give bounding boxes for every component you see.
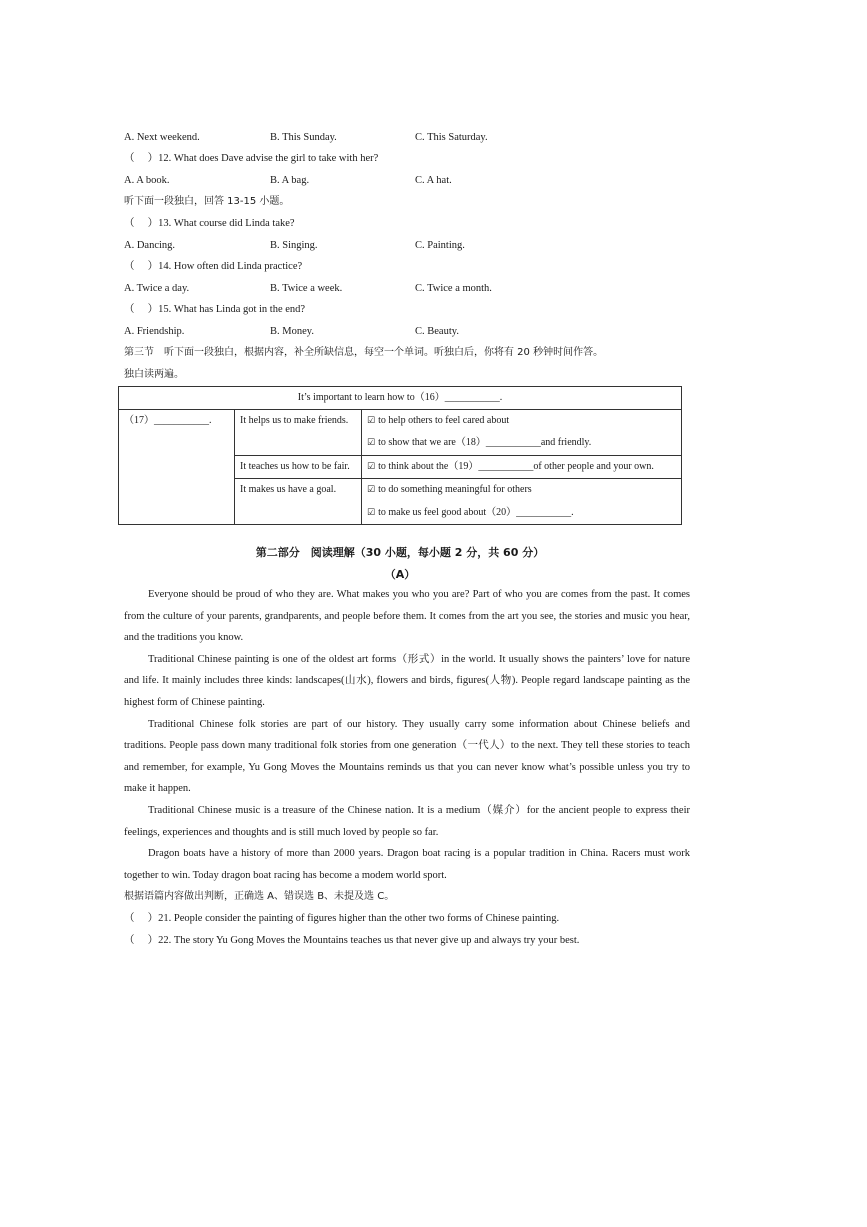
option-c: C. Beauty. bbox=[415, 326, 459, 337]
details-cell bbox=[362, 479, 682, 525]
option-b: B. Money. bbox=[270, 326, 314, 337]
option-b: B. This Sunday. bbox=[270, 132, 337, 143]
part2-heading: 第二部分 阅读理解（30 小题，每小题 2 分，共 60 分） bbox=[255, 546, 545, 559]
detail-line: ☑ to make us feel good about（20）___________. bbox=[367, 506, 574, 518]
section3-instruction: 第三节 听下面一段独白，根据内容，补全所缺信息，每空一个单词。听独白后，你将有 20 秒钟时间作答。 bbox=[124, 347, 604, 358]
passage-label: （A） bbox=[384, 568, 416, 581]
option-a: A. Dancing. bbox=[124, 240, 176, 251]
option-b: B. Singing. bbox=[270, 240, 318, 251]
section-instruction: 听下面一段独白，回答 13-15 小题。 bbox=[124, 196, 290, 207]
passage-paragraph: Dragon boats have a history of more than 2000 years. Dragon boat racing is a popular tradition in China. Racers must work together to win. Today dragon boat racing has become a modem world sport. bbox=[124, 848, 690, 881]
question-12: （ ）12. What does Dave advise the girl to take with her? bbox=[124, 153, 379, 164]
fill-in-table bbox=[118, 386, 682, 525]
option-a: A. Friendship. bbox=[124, 326, 185, 337]
q11-options bbox=[124, 131, 624, 145]
option-c: C. Painting. bbox=[415, 240, 465, 251]
option-a: A. A book. bbox=[124, 175, 170, 186]
detail-line: ☑ to show that we are（18）___________and friendly. bbox=[367, 437, 592, 448]
question-21: （ ）21. People consider the painting of figures higher than the other two forms of Chinese painting. bbox=[124, 913, 560, 924]
reason-cell: It makes us have a goal. bbox=[235, 479, 362, 525]
q13-options bbox=[124, 239, 624, 253]
blank-17-cell: （17）___________. bbox=[119, 409, 235, 525]
option-a: A. Twice a day. bbox=[124, 283, 190, 294]
option-c: C. A hat. bbox=[415, 175, 452, 186]
passage-paragraph: Everyone should be proud of who they are. What makes you who you are? Part of who you are comes from the past. It comes from the culture of your parents, grandparents, and people before them. It comes from the art you see, the stories and music you hear, and the traditions you know. bbox=[124, 589, 690, 644]
q14-options bbox=[124, 282, 624, 296]
checkbox-icon: ☑ bbox=[367, 415, 376, 426]
option-c: C. Twice a month. bbox=[415, 283, 492, 294]
q12-options bbox=[124, 174, 624, 188]
passage-paragraph: Traditional Chinese painting is one of the oldest art forms（形式）in the world. It usually shows the painters’ love for nature and life. It mainly includes three kinds: landscapes(山水), flowers and birds, figures(人物). People regard landscape painting as the highest form of Chinese painting. bbox=[124, 653, 690, 708]
passage-paragraph: Traditional Chinese music is a treasure of the Chinese nation. It is a medium（媒介）for the ancient people to express their feelings, experiences and thoughts and is still much loved by people so far. bbox=[124, 804, 690, 838]
reason-cell: It teaches us how to be fair. bbox=[235, 455, 362, 479]
table-header: It’s important to learn how to（16）___________. bbox=[119, 387, 682, 410]
reason-cell: It helps us to make friends. bbox=[235, 409, 362, 455]
question-14: （ ）14. How often did Linda practice? bbox=[124, 261, 303, 272]
option-c: C. This Saturday. bbox=[415, 132, 488, 143]
judge-instruction: 根据语篇内容做出判断，正确选 A、错误选 B、未提及选 C。 bbox=[124, 891, 395, 902]
q15-options bbox=[124, 325, 624, 339]
detail-line: ☑ to help others to feel cared about bbox=[367, 414, 510, 426]
checkbox-icon: ☑ bbox=[367, 461, 376, 472]
checkbox-icon: ☑ bbox=[367, 507, 376, 518]
question-15: （ ）15. What has Linda got in the end? bbox=[124, 304, 306, 315]
option-b: B. A bag. bbox=[270, 175, 310, 186]
reading-passage bbox=[124, 584, 690, 886]
option-a: A. Next weekend. bbox=[124, 132, 200, 143]
question-13: （ ）13. What course did Linda take? bbox=[124, 218, 295, 229]
details-cell bbox=[362, 455, 682, 479]
passage-paragraph: Traditional Chinese folk stories are part of our history. They usually carry some information about Chinese beliefs and traditions. People pass down many traditional folk stories from one generation（一代人）to the next. They tell these stories to teach and remember, for example, Yu Gong Moves the Mountains reminds us that you can never know what’s possible unless you try to make it happen. bbox=[124, 718, 690, 795]
checkbox-icon: ☑ bbox=[367, 485, 376, 495]
checkbox-icon: ☑ bbox=[367, 438, 376, 448]
detail-line: ☑ to think about the（19）___________of other people and your own. bbox=[367, 460, 654, 472]
question-22: （ ）22. The story Yu Gong Moves the Mountains teaches us that never give up and always try your best. bbox=[124, 935, 580, 946]
detail-line: ☑ to do something meaningful for others bbox=[367, 484, 532, 495]
details-cell bbox=[362, 409, 682, 455]
section3-instruction-cont: 独白读两遍。 bbox=[124, 369, 184, 380]
option-b: B. Twice a week. bbox=[270, 283, 343, 294]
